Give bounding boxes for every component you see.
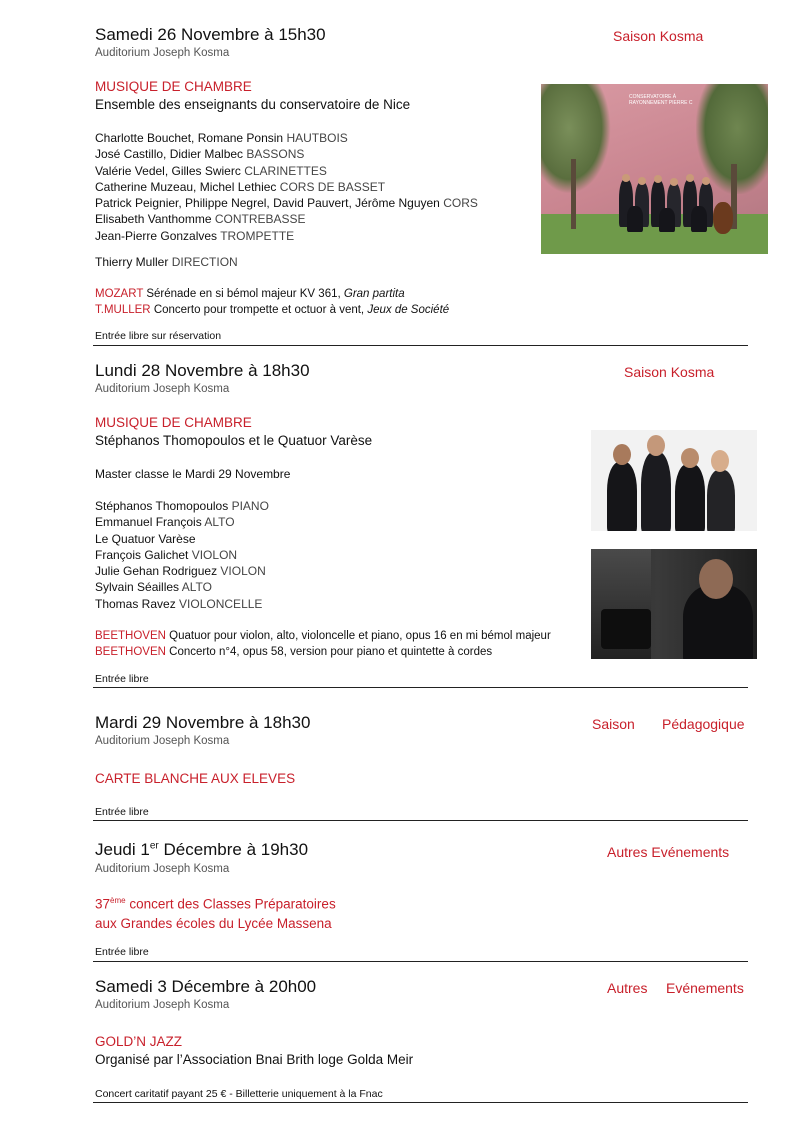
head	[647, 435, 665, 456]
event-4-date	[95, 840, 308, 860]
program-composer: BEETHOVEN	[95, 646, 166, 658]
performer-role: ALTO	[204, 515, 235, 530]
performer-line	[95, 563, 269, 579]
performer-names: Emmanuel François	[95, 515, 205, 530]
performer-role: BASSONS	[246, 147, 305, 162]
divider	[93, 820, 748, 821]
title-line-1	[95, 891, 336, 914]
performer-line	[95, 531, 269, 547]
event-3-venue: Auditorium Joseph Kosma	[95, 735, 230, 747]
performer-line	[95, 195, 478, 211]
head	[638, 177, 646, 185]
event-1-date: Samedi 26 Novembre à 15h30	[95, 25, 326, 44]
event-5-season-a: Autres	[607, 980, 648, 996]
event-2-program	[95, 628, 551, 660]
performer-role: VIOLONCELLE	[179, 596, 263, 611]
performer-line	[95, 211, 478, 227]
event-5-entry: Concert caritatif payant 25 € - Billetterie uniquement à la Fnac	[95, 1088, 383, 1100]
musician-figure	[659, 208, 675, 232]
performer-role: ALTO	[181, 580, 212, 595]
performer-line	[95, 596, 269, 612]
event-1-subtitle: Ensemble des enseignants du conservatoire de Nice	[95, 97, 411, 112]
head	[686, 174, 694, 182]
tree-trunk	[571, 159, 576, 229]
event-1-program	[95, 286, 449, 318]
event-2-venue: Auditorium Joseph Kosma	[95, 383, 230, 395]
performer-line	[95, 163, 478, 179]
program-line	[95, 628, 551, 644]
head	[702, 177, 710, 185]
event-3-season-b: Pédagogique	[662, 716, 745, 732]
divider	[93, 345, 748, 346]
performer-names: José Castillo, Didier Malbec	[95, 147, 247, 162]
ensemble-photo	[541, 84, 768, 254]
program-line	[95, 302, 449, 318]
divider	[93, 687, 748, 688]
program-work: Sérénade en si bémol majeur KV 361,	[146, 288, 344, 300]
performer-line	[95, 547, 269, 563]
concert-number: 37	[95, 896, 111, 912]
date-day: Jeudi 1	[95, 840, 150, 859]
performer-names: Sylvain Séailles	[95, 580, 180, 595]
performer-role: TROMPETTE	[220, 228, 295, 243]
event-1-genre: MUSIQUE DE CHAMBRE	[95, 79, 252, 94]
head	[613, 444, 631, 465]
head	[654, 175, 662, 183]
musician-figure	[641, 452, 671, 531]
event-3-date: Mardi 29 Novembre à 18h30	[95, 713, 311, 732]
event-5-venue: Auditorium Joseph Kosma	[95, 999, 230, 1011]
performer-names: Elisabeth Vanthomme	[95, 212, 212, 227]
event-5-date: Samedi 3 Décembre à 20h00	[95, 977, 317, 996]
performer-role: VIOLON	[191, 547, 238, 562]
program-work-title: Jeux de Société	[367, 304, 450, 316]
performer-names: Charlotte Bouchet, Romane Ponsin	[95, 131, 284, 145]
performer-role: CORS DE BASSET	[279, 179, 386, 194]
building-sign: CONSERVATOIRE À RAYONNEMENT PIERRE C	[629, 94, 693, 106]
pianist-photo	[591, 549, 757, 659]
event-3-genre: CARTE BLANCHE AUX ELEVES	[95, 771, 296, 786]
musician-figure	[707, 470, 735, 531]
event-1-venue: Auditorium Joseph Kosma	[95, 47, 230, 59]
event-4-season: Autres Evénements	[607, 844, 730, 860]
performer-line	[95, 514, 269, 530]
program-composer: BEETHOVEN	[95, 630, 166, 642]
program-work-title: Gran partita	[343, 288, 405, 300]
olive-tree-left	[541, 84, 611, 194]
program-work: Quatuor pour violon, alto, violoncelle et piano, opus 16 en mi bémol majeur	[169, 630, 551, 642]
performer-role: VIOLON	[220, 564, 266, 579]
event-4-title	[95, 891, 336, 933]
head	[681, 448, 699, 468]
musician-figure	[607, 462, 637, 531]
event-3-entry: Entrée libre	[95, 806, 149, 818]
piano-icon	[601, 609, 651, 649]
performer-names: Jean-Pierre Gonzalves	[95, 228, 218, 243]
date-ordinal: er	[149, 840, 159, 852]
performer-names: Thomas Ravez	[95, 596, 176, 611]
head	[711, 450, 729, 472]
concert-number-suffix: ème	[110, 896, 126, 905]
performer-line	[95, 130, 478, 146]
event-1-season: Saison Kosma	[613, 28, 704, 44]
event-5-season-b: Evénements	[666, 980, 744, 996]
program-work: Concerto pour trompette et octuor à vent,	[153, 304, 368, 316]
event-1-performers	[95, 130, 478, 244]
performer-names: Catherine Muzeau, Michel Lethiec	[95, 179, 277, 194]
event-5-genre: GOLD’N JAZZ	[95, 1034, 183, 1049]
title-line-2: aux Grandes écoles du Lycée Massena	[95, 915, 332, 931]
event-4-entry: Entrée libre	[95, 946, 149, 958]
event-2-entry: Entrée libre	[95, 673, 149, 685]
quartet-photo	[591, 430, 757, 531]
director-role: DIRECTION	[171, 255, 238, 269]
performer-line	[95, 146, 478, 162]
performer-names: Le Quatuor Varèse	[95, 531, 196, 546]
performer-names: Valérie Vedel, Gilles Swierc	[95, 163, 241, 178]
event-2-performers	[95, 498, 269, 612]
event-1-entry: Entrée libre sur réservation	[95, 330, 222, 342]
event-1-director	[95, 254, 238, 270]
date-rest: Décembre à 19h30	[158, 840, 309, 859]
performer-line	[95, 228, 478, 244]
title-text: concert des Classes Préparatoires	[125, 896, 336, 912]
performer-names: Stéphanos Thomopoulos	[95, 499, 229, 513]
performer-names: François Galichet	[95, 547, 189, 562]
event-2-date: Lundi 28 Novembre à 18h30	[95, 361, 310, 380]
event-2-genre: MUSIQUE DE CHAMBRE	[95, 415, 252, 430]
program-composer: MOZART	[95, 288, 144, 300]
head	[699, 559, 733, 599]
performer-names: Patrick Peignier, Philippe Negrel, David Pauvert, Jérôme Nguyen	[95, 196, 440, 211]
program-work: Concerto n°4, opus 58, version pour piano et quintette à cordes	[169, 646, 493, 658]
divider	[93, 961, 748, 962]
event-2-season: Saison Kosma	[624, 364, 715, 380]
head	[622, 174, 630, 182]
director-name: Thierry Muller	[95, 255, 169, 269]
performer-role: CLARINETTES	[244, 163, 327, 178]
program-line	[95, 286, 449, 302]
event-5-subtitle: Organisé par l’Association Bnai Brith loge Golda Meir	[95, 1052, 414, 1067]
head	[670, 178, 678, 186]
event-2-masterclass: Master classe le Mardi 29 Novembre	[95, 467, 291, 481]
performer-role: CONTREBASSE	[214, 212, 306, 227]
event-2-subtitle: Stéphanos Thomopoulos et le Quatuor Varèse	[95, 433, 373, 448]
performer-role: HAUTBOIS	[286, 131, 348, 145]
musician-figure	[627, 206, 643, 232]
event-3-season-a: Saison	[592, 716, 635, 732]
performer-line	[95, 179, 478, 195]
performer-role: PIANO	[231, 499, 269, 513]
event-4-venue: Auditorium Joseph Kosma	[95, 863, 230, 875]
musician-figure	[691, 206, 707, 232]
program-line	[95, 644, 551, 660]
performer-role: CORS	[443, 196, 478, 211]
double-bass-icon	[713, 202, 733, 234]
performer-line	[95, 498, 269, 514]
musician-figure	[675, 464, 705, 531]
divider	[93, 1102, 748, 1103]
performer-names: Julie Gehan Rodriguez	[95, 564, 218, 579]
performer-line	[95, 579, 269, 595]
program-composer: T.MULLER	[95, 304, 151, 316]
